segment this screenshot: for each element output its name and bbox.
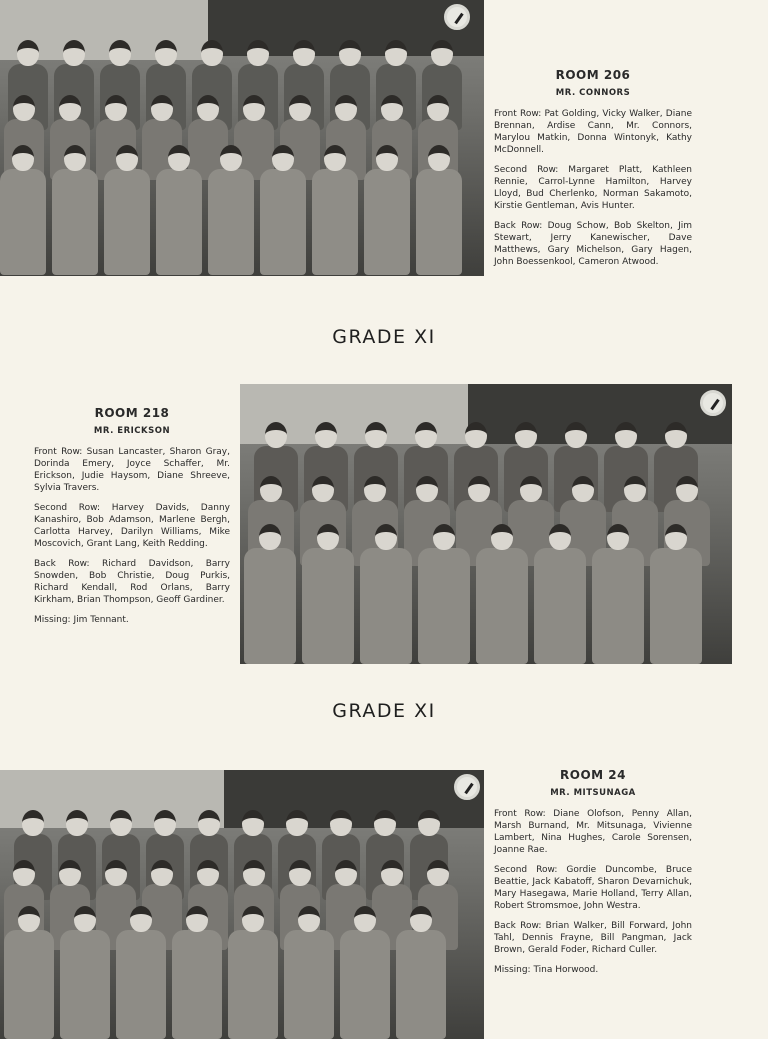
student-figure [592,524,644,664]
front-row-names: Front Row: Diane Olofson, Penny Allan, Marsh Burnand, Mr. Mitsunaga, Vivienne Lambert, Nina Hughes, Carole Sorensen, Joanne Rae. [494,809,692,855]
student-figure [116,906,166,1039]
student-figure [244,524,296,664]
student-figure [0,145,46,275]
student-figure [208,145,254,275]
class-photo-room-218 [240,384,732,664]
caption-room-24 [494,768,692,984]
caption-room-206 [494,68,692,276]
class-photo-room-24 [0,770,484,1039]
back-row-names: Back Row: Richard Davidson, Barry Snowden, Bob Christie, Doug Purkis, Richard Kendall, Rod Orlans, Barry Kirkham, Brian Thompson, Geoff Gardiner. [34,559,230,605]
wall-clock-icon [444,4,470,30]
room-title: ROOM 206 [555,68,631,82]
wall-clock-icon [700,390,726,416]
teacher-name: MR. ERICKSON [93,426,171,436]
student-figure [396,906,446,1039]
second-row-names: Second Row: Harvey Davids, Danny Kanashiro, Bob Adamson, Marlene Bergh, Carlotta Harvey, Darilyn Williams, Mike Moscovich, Grant Lang, Keith Redding. [34,503,230,549]
student-figure [360,524,412,664]
second-row-names: Second Row: Margaret Platt, Kathleen Rennie, Carrol-Lynne Hamilton, Harvey Lloyd, Bud Cherlenko, Norman Sakamoto, Kirstie Gentleman, Avis Hunter. [494,165,692,211]
teacher-name: MR. CONNORS [555,88,631,98]
front-row-names: Front Row: Pat Golding, Vicky Walker, Diane Brennan, Ardise Cann, Mr. Connors, Marylou Matkin, Donna Wintonyk, Kathy McDonnell. [494,109,692,155]
student-figure [416,145,462,275]
back-row-names: Back Row: Brian Walker, Bill Forward, John Tahl, Dennis Frayne, Bill Pangman, Jack Brown, Gerald Foder, Richard Culler. [494,921,692,955]
student-figure [104,145,150,275]
student-figure [52,145,98,275]
teacher-name: MR. MITSUNAGA [550,788,636,798]
class-photo-room-206 [0,0,484,276]
student-figure [364,145,410,275]
student-figure [340,906,390,1039]
student-figure [302,524,354,664]
student-figure [4,906,54,1039]
grade-heading: GRADE XI [332,700,436,722]
student-figure [172,906,222,1039]
caption-room-218 [34,406,230,634]
grade-heading: GRADE XI [332,326,436,348]
room-title: ROOM 24 [560,768,626,782]
student-figure [534,524,586,664]
front-row-names: Front Row: Susan Lancaster, Sharon Gray, Dorinda Emery, Joyce Schaffer, Mr. Erickson, Judie Haysom, Diane Shreeve, Sylvia Travers. [34,447,230,493]
student-figure [228,906,278,1039]
student-figure [156,145,202,275]
back-row-names: Back Row: Doug Schow, Bob Skelton, Jim Stewart, Jerry Kanewischer, Dave Matthews, Gary Michelson, Gary Hagen, John Boessenkool, Cameron Atwood. [494,221,692,267]
missing-names: Missing: Jim Tennant. [34,615,129,625]
student-figure [650,524,702,664]
second-row-names: Second Row: Gordie Duncombe, Bruce Beattie, Jack Kabatoff, Sharon Devarnichuk, Mary Hasegawa, Marie Holland, Terry Allan, Robert Stromsmoe, John Westra. [494,865,692,911]
student-figure [284,906,334,1039]
student-figure [418,524,470,664]
wall-clock-icon [454,774,480,800]
student-figure [260,145,306,275]
room-title: ROOM 218 [94,406,170,420]
missing-names: Missing: Tina Horwood. [494,965,599,975]
student-figure [312,145,358,275]
student-figure [60,906,110,1039]
student-figure [476,524,528,664]
